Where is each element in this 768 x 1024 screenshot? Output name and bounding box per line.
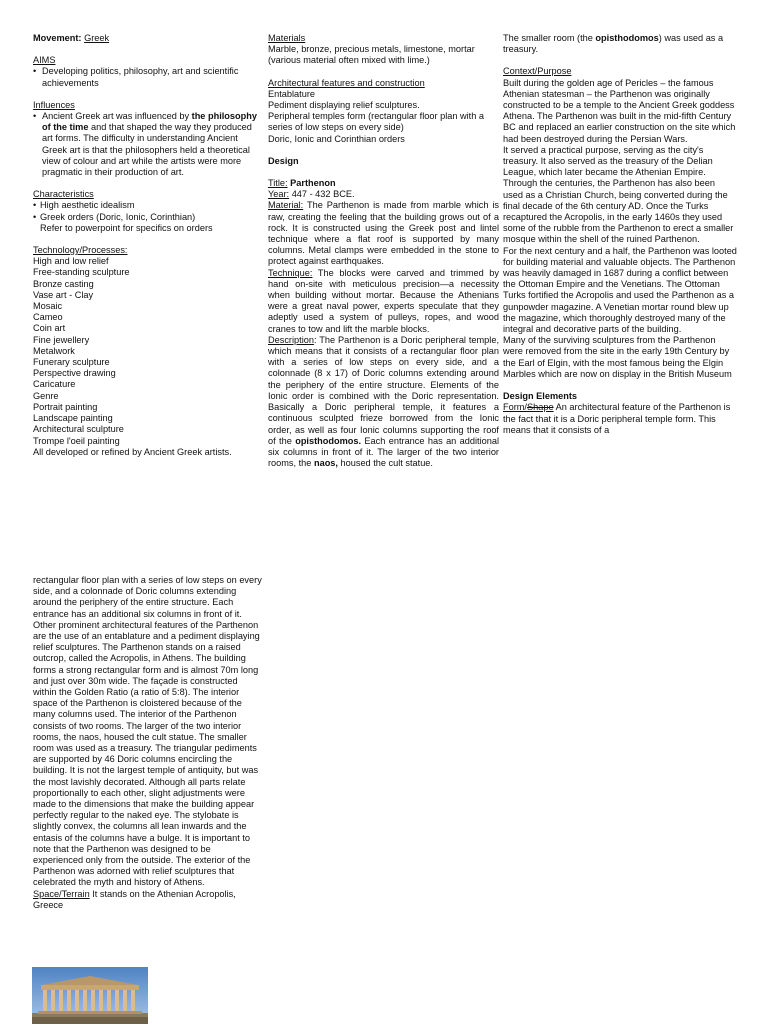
parthenon-photo: [32, 967, 148, 1024]
list-item: Architectural sculpture: [33, 424, 124, 435]
column-1: [33, 33, 259, 458]
list-item: • Developing politics, philosophy, art and scientific achievements: [33, 66, 259, 88]
list-item: Genre: [33, 390, 59, 401]
arch-feature-line: Peripheral temples form (rectangular floor plan with a series of low steps on every side): [268, 111, 485, 133]
list-item: Perspective drawing: [33, 368, 116, 379]
characteristics-heading: Characteristics: [33, 189, 94, 200]
form-shape-text: Form/Shape An architectural feature of the Parthenon is the fact that it is a Doric peripheral temple form. This means that it consists of a: [503, 402, 731, 435]
design-material: Material: The Parthenon is made from marble which is raw, creating the feeling that the building grows out of a rock. It is constructed using the Greek post and lintel technique where a flat roof is supported by many columns. Metal clamps were embedded in the stone to protect against earthquakes.: [268, 200, 500, 267]
context-paragraph: It served a practical purpose, serving as the city's treasury. It also served as the treasury of the Delian League, which later became the Athenian Empire. Through the centuries, the Parthenon has also been used as a Christian Church, being converted during the final decade of the 6th century AD. Once the Turks recaptured the Acropolis, in the early 1460s they used some of the rubble from the Parthenon to erect a smaller mosque within the shell of the ruined Parthenon.: [503, 144, 734, 245]
design-description: Description: The Parthenon is a Doric peripheral temple, which means that it consists of a rectangular floor plan with a series of low steps on every side, and a colonnade (8 x 17) of Doric columns extending around the periphery of the entire structure. Elements of the Ionic order is combined with the Doric representation. Basically a Doric peripheral temple, it features a continuous sculpted frieze borrowed from the Ionic order, as well as four Ionic columns supporting the roof of the opisthodomos. Each entrance has an additional six columns in front of it. The larger of the two interior rooms, the naos, housed the cult statue.: [268, 334, 500, 469]
list-item: Mosaic: [33, 301, 63, 312]
arch-feature-line: Pediment displaying relief sculptures.: [268, 100, 420, 111]
aims-heading: AIMS: [33, 55, 56, 66]
list-item: Funerary sculpture: [33, 357, 110, 368]
list-item: Coin art: [33, 323, 66, 334]
characteristics-list: [33, 200, 259, 222]
context-heading: Context/Purpose: [503, 66, 572, 77]
arch-feature-line: Entablature: [268, 88, 315, 99]
characteristics-note: Refer to powerpoint for specifics on orders: [40, 222, 213, 233]
list-item: Free-standing sculpture: [33, 267, 130, 278]
movement-line: Movement: Greek: [33, 33, 110, 43]
context-paragraph: For the next century and a half, the Parthenon was looted for building material and valuable objects. The Parthenon was heavily damaged in 1687 during a conflict between the Ottoman Empire and the Venetians. The Ottoman Turks fortified the Acropolis and used the Parthenon as a gunpowder magazine. A Venetian mortar round blew up the magazine, which thoroughly destroyed many of the integral and decorative parts of the building.: [503, 245, 737, 335]
column-2: [268, 33, 499, 469]
design-heading: Design: [268, 155, 299, 166]
materials-heading: Materials: [268, 33, 306, 43]
list-item: Bronze casting: [33, 278, 94, 289]
design-title: Title: Parthenon: [268, 178, 336, 189]
list-item: Metalwork: [33, 345, 75, 356]
context-paragraph: Many of the surviving sculptures from the Parthenon were removed from the site in the early 19th Century by the Earl of Elgin, with the most famous being the Elgin Marbles which are now on display in the British Museum: [503, 335, 732, 379]
list-item: Caricature: [33, 379, 76, 390]
technology-heading: Technology/Processes:: [33, 245, 128, 256]
design-elements-heading: Design Elements: [503, 391, 578, 402]
list-item: Landscape painting: [33, 413, 113, 424]
technology-list: [33, 256, 259, 446]
design-year: Year: 447 - 432 BCE.: [268, 189, 355, 200]
arch-features-heading: Architectural features and construction: [268, 77, 425, 88]
list-item: Cameo: [33, 312, 63, 323]
design-technique: Technique: The blocks were carved and trimmed by hand on-site with meticulous precision—a necessity when building without mortar. Because the Athenians were a great naval power, experts speculate that they adeptly used a system of pulleys, ropes, and wood cranes to tow and lift the marble blocks.: [268, 267, 500, 334]
context-paragraph: Built during the golden age of Pericles – the famous Athenian statesman – the Parthenon was originally constructed to be a temple to the Ancient Greek goddess Athena. The Parthenon was built in the mid-fifth Century BC and replaced an earlier construction on the site which had been destroyed during the Persian Wars.: [503, 77, 736, 144]
technology-footer: All developed or refined by Ancient Greek artists.: [33, 446, 232, 457]
list-item: Fine jewellery: [33, 334, 90, 345]
influences-list: [33, 111, 259, 178]
treasury-intro: The smaller room (the opisthodomos) was used as a treasury.: [503, 33, 724, 55]
list-item: Trompe l'oeil painting: [33, 435, 120, 446]
list-item: Portrait painting: [33, 401, 98, 412]
materials-text: Marble, bronze, precious metals, limestone, mortar (various material often mixed with lime.): [268, 44, 475, 66]
list-item: High and low relief: [33, 256, 109, 267]
arch-feature-line: Doric, Ionic and Corinthian orders: [268, 133, 405, 144]
continuation-text: rectangular floor plan with a series of low steps on every side, and a colonnade of Doric columns extending around the periphery of the entire structure. Each entrance has an additional six columns in front of it. Other prominent architectural features of the Parthenon are the use of an entablature and a pediment displaying relief sculptures. The Parthenon stands on a raised outcrop, called the Acropolis, in Athens. The building forms a strong rectangular form and is almost 70m long and just over 30m wide. The façade is constructed within the Golden Ratio (a ratio of 5:8). The interior space of the Parthenon is cloistered because of the many columns used. The interior of the Parthenon consists of two rooms. The larger of the two interior rooms, the naos, housed the cult statue. The smaller room was used as a treasury. The triangular pediments are supported by 46 Doric columns encircling the building. It is not the largest temple of antiquity, but was the most lavishly decorated. Although all parts relate proportionally to each other, slight adjustments were made to the dimensions that make the building appear perfectly regular to the naked eye. The stylobate is slightly convex, the columns all lean inwards and the entasis of the columns have a bulge. It is important to note that the Parthenon was designed to be experienced only from the outside. The exterior of the Parthenon was adorned with relief sculptures that celebrated the myth and history of Athens.: [33, 575, 262, 888]
list-item: • High aesthetic idealism: [33, 200, 259, 211]
list-item: Vase art - Clay: [33, 289, 94, 300]
column-3: [503, 33, 737, 436]
space-terrain: Space/Terrain It stands on the Athenian Acropolis, Greece: [33, 888, 236, 910]
list-item: • Greek orders (Doric, Ionic, Corinthian): [33, 212, 259, 223]
aims-list: [33, 66, 259, 88]
continuation-block: [33, 575, 263, 911]
influences-heading: Influences: [33, 99, 75, 110]
list-item: • Ancient Greek art was influenced by the philosophy of the time and that shaped the way they produced art forms. The difficulty in understanding Ancient Greek art is that the philosophers held a theoretical view of colour and art while the artists were more pragmatic in their production of art.: [33, 111, 259, 178]
